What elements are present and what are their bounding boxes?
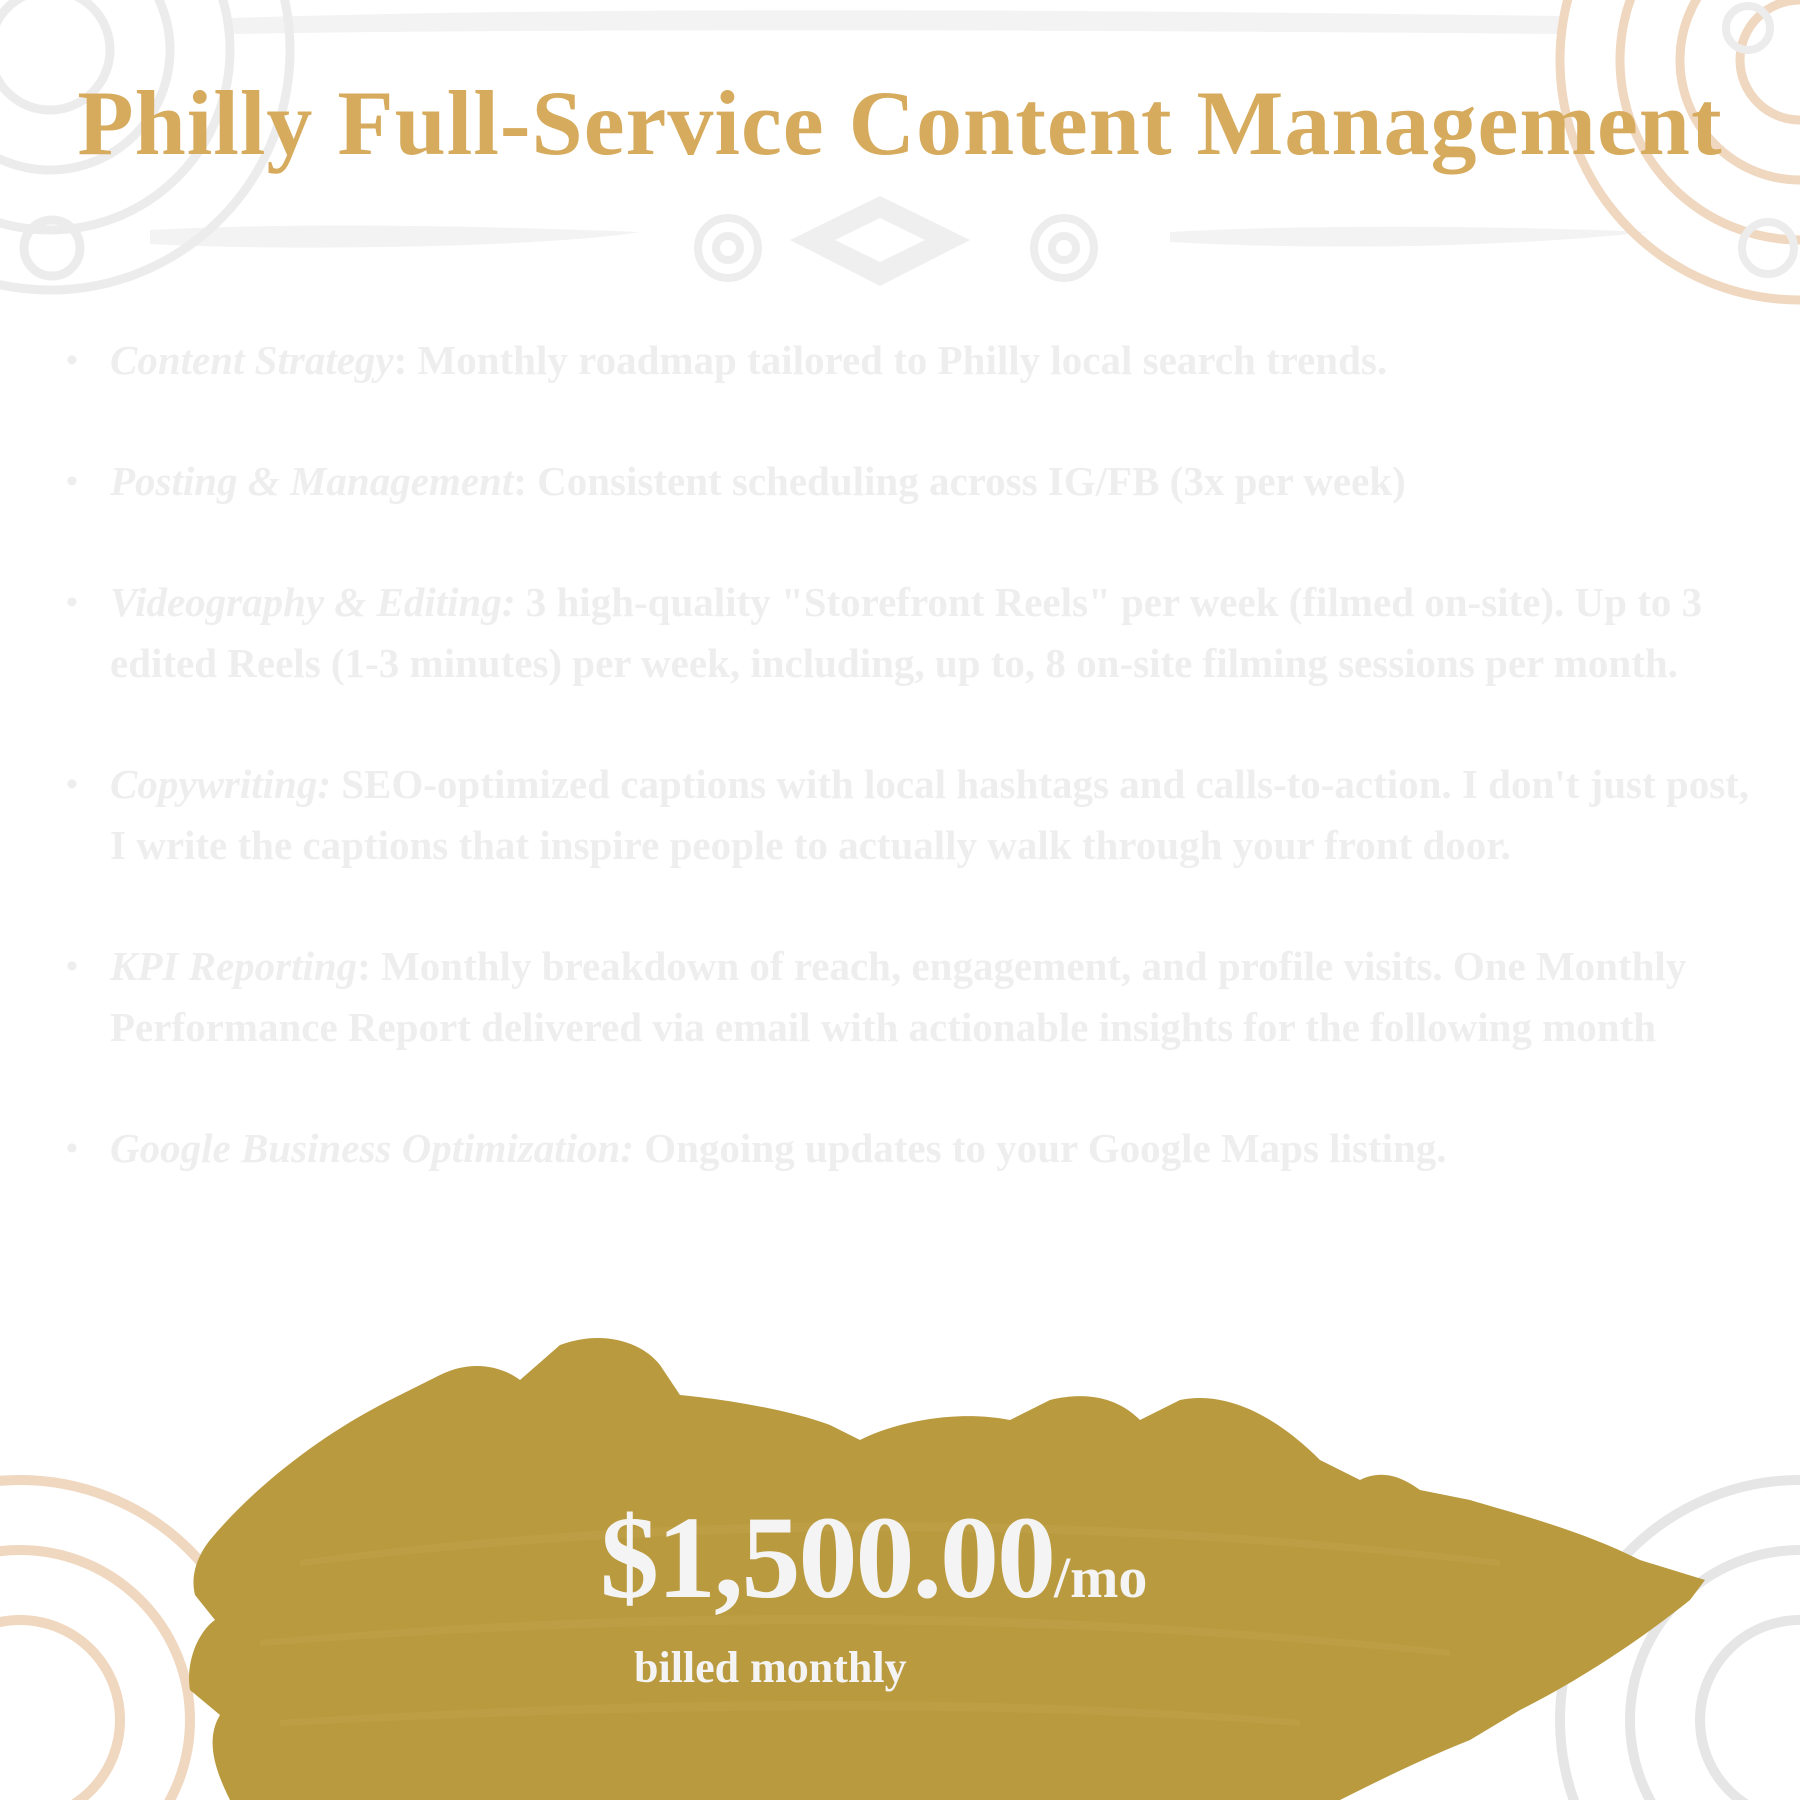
service-item-kpi-reporting xyxy=(62,936,1752,1058)
service-item-posting-management xyxy=(62,451,1752,512)
price xyxy=(600,1490,1147,1626)
page-title: Philly Full-Service Content Management xyxy=(77,72,1723,174)
service-term: Videography & Editing: xyxy=(110,579,516,625)
service-term: Copywriting: xyxy=(110,761,331,807)
service-separator: : xyxy=(393,337,408,383)
service-item-content-strategy xyxy=(62,330,1752,391)
bullet-icon: • xyxy=(66,463,78,500)
bullet-icon: • xyxy=(66,1130,78,1167)
billing-note: billed monthly xyxy=(634,1643,907,1692)
bullet-icon: • xyxy=(66,342,78,379)
service-term: Content Strategy xyxy=(110,337,394,383)
service-description: Monthly roadmap tailored to Philly local search trends. xyxy=(407,337,1388,383)
service-description: Consistent scheduling across IG/FB (3x per week) xyxy=(526,458,1406,504)
service-term: Posting & Management xyxy=(110,458,514,504)
bullet-icon: • xyxy=(66,766,78,803)
service-item-google-business xyxy=(62,1118,1752,1179)
service-description: 3 high-quality "Storefront Reels" per week (filmed on-site). Up to 3 edited Reels (1-3 minutes) per week, including, up to, 8 on-site filming sessions per month. xyxy=(110,579,1703,686)
bullet-icon: • xyxy=(66,948,78,985)
price-amount: $1,500.00 xyxy=(600,1492,1054,1623)
service-description: Monthly breakdown of reach, engagement, and profile visits. One Monthly Performance Report delivered via email with actionable insights for the following month xyxy=(110,943,1687,1050)
service-description: SEO-optimized captions with local hashtags and calls-to-action. I don't just post, I write the captions that inspire people to actually walk through your front door. xyxy=(110,761,1750,868)
service-item-videography-editing xyxy=(62,572,1752,694)
service-separator: : xyxy=(513,458,527,504)
bullet-icon: • xyxy=(66,584,78,621)
price-unit: /mo xyxy=(1054,1545,1148,1610)
service-item-copywriting xyxy=(62,754,1752,876)
service-separator: : xyxy=(357,943,371,989)
service-description: Ongoing updates to your Google Maps listing. xyxy=(633,1125,1447,1171)
service-term: KPI Reporting xyxy=(110,943,358,989)
service-list xyxy=(62,330,1752,1239)
service-term: Google Business Optimization: xyxy=(110,1125,634,1171)
